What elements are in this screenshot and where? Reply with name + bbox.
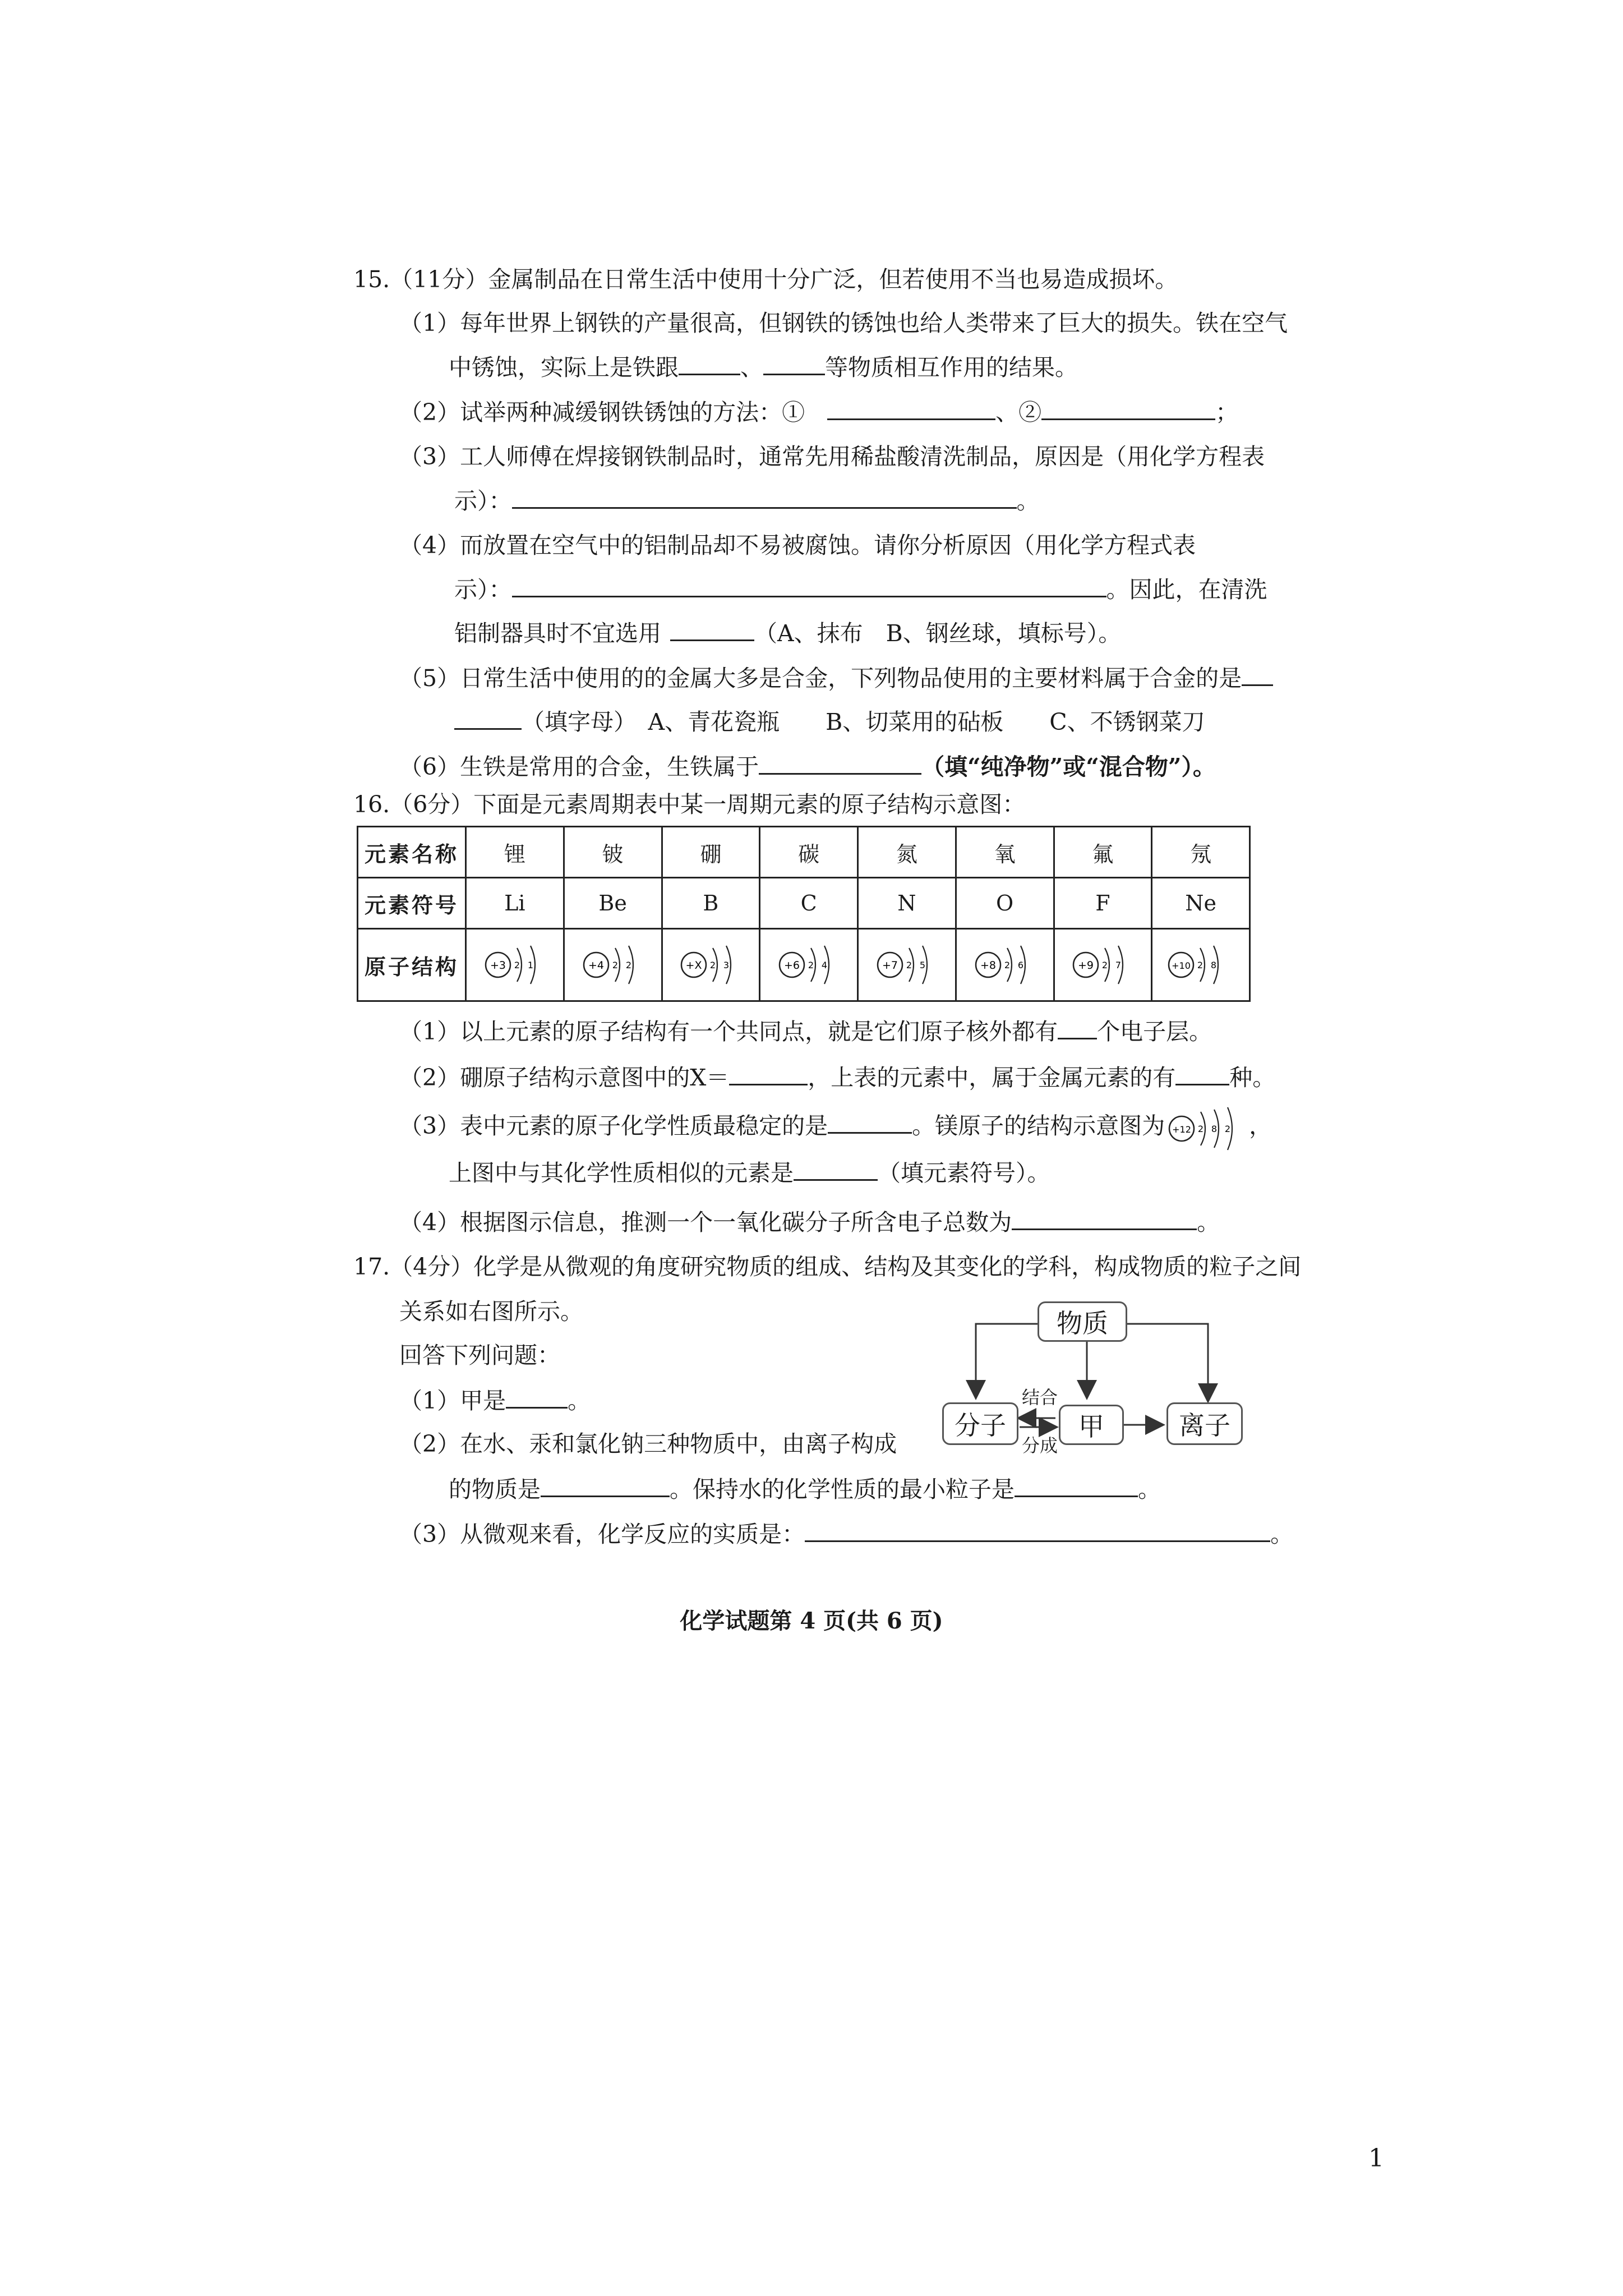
q15-part6 [399,751,1216,783]
atom-diagram-svg [873,938,940,992]
q17-part3-text: （3）从微观来看，化学反应的实质是： [399,1521,805,1548]
electron-count: 2 [514,960,520,970]
electron-count: 7 [1115,960,1122,970]
label-split: 分成 [1022,1435,1058,1456]
electron-count: 2 [710,960,716,970]
nucleus-charge: +7 [882,959,898,972]
box-jia: 甲 [1059,1405,1124,1445]
q17-part3 [399,1518,1293,1550]
element-name-row [358,827,1250,878]
answer-blank[interactable] [729,1061,808,1085]
q15-part4-text: 示）： [454,576,512,603]
electron-count: 2 [612,960,618,970]
magnesium-atom-svg [1165,1098,1249,1159]
electron-count: 2 [625,960,631,970]
answer-blank[interactable] [794,1157,878,1181]
q16-part3-text: （3）表中元素的原子化学性质最稳定的是 [399,1112,828,1139]
q16-part1-text: （1）以上元素的原子结构有一个共同点，就是它们原子核外都有 [399,1018,1058,1045]
q16-part3-line2 [449,1157,1050,1189]
q17-part2-end: 。 [1138,1476,1161,1503]
q16-part4-text: （4）根据图示信息，推测一个一氧化碳分子所含电子总数为 [399,1209,1012,1236]
nucleus-charge: +8 [980,959,996,972]
nucleus-charge: +X [685,959,702,972]
answer-blank[interactable] [1242,662,1273,686]
atom-diagram-svg [1164,938,1237,992]
element-name: 铍 [564,827,662,878]
q15-part6-hint: （填“纯净物”或“混合物”）。 [921,753,1216,780]
q15-part5-line1 [399,662,1273,694]
element-name: 锂 [466,827,564,878]
q15-part4-line1: （4）而放置在空气中的铝制品却不易被腐蚀。请你分析原因（用化学方程式表 [399,532,1196,559]
box-ion: 离子 [1166,1402,1243,1445]
q16-part3-comma: ， [1249,1112,1272,1139]
element-symbol: F [1054,878,1152,929]
atom-diagram-svg [775,938,842,992]
atom-diagram [1054,929,1152,1001]
page-footer: 化学试题第 4 页(共 6 页) [680,1608,943,1634]
q16-part1 [399,1015,1212,1047]
element-symbol-row [358,878,1250,929]
answer-blank[interactable] [512,485,1017,509]
q15-part5-text: （5）日常生活中使用的的金属大多是合金，下列物品使用的主要材料属于合金的是 [399,665,1242,692]
nucleus-charge: +4 [588,959,604,972]
page-number: 1 [1368,2144,1384,2173]
atom-diagram [662,929,760,1001]
q17-part1-end: 。 [568,1387,591,1414]
nucleus-charge: +12 [1172,1124,1191,1135]
box-molecule: 分子 [942,1402,1018,1445]
q17-part2-text: 的物质是 [449,1476,541,1503]
q17-intro-line2: 回答下列问题： [399,1342,560,1369]
q15-part3-text: 示）： [454,487,512,514]
periodic-table [357,826,1251,1002]
q15-part1-sep: 、 [740,354,763,381]
answer-blank[interactable] [506,1384,568,1409]
atom-diagram-svg [677,938,744,992]
row-header: 元素名称 [358,827,466,878]
q16-part3-line1 [399,1110,1272,1142]
electron-count: 2 [808,960,814,970]
atom-diagram-svg [579,938,647,992]
element-name: 氧 [956,827,1054,878]
electron-count: 2 [1102,960,1108,970]
answer-blank[interactable] [670,617,754,641]
element-symbol: Be [564,878,662,929]
q15-part2 [399,396,1238,428]
q17-part2-line1: （2）在水、汞和氯化钠三种物质中，由离子构成 [399,1430,897,1457]
q15-part1-line2 [449,351,1078,383]
electron-count: 4 [822,960,828,970]
q15-part4-tail: 。因此，在清洗 [1106,576,1267,603]
element-name: 氖 [1152,827,1250,878]
arrow-substance-to-ion [1127,1324,1208,1400]
electron-count: 8 [1211,960,1217,970]
q16-part2-mid: ，上表的元素中，属于金属元素的有 [808,1064,1176,1091]
answer-blank[interactable] [827,396,995,420]
answer-blank[interactable] [805,1518,1270,1542]
electron-count: 2 [1225,1123,1231,1134]
q15-part2-sep: 、② [995,399,1042,426]
q17-part2-mid: 。保持水的化学性质的最小粒子是 [670,1476,1015,1503]
q17-intro-line1: 关系如右图所示。 [399,1298,583,1325]
atom-diagram [1152,929,1250,1001]
row-header: 原子结构 [358,929,466,1001]
q15-part4-line3 [454,617,1121,649]
electron-count: 1 [527,960,533,970]
nucleus-charge: +10 [1172,960,1191,971]
electron-count: 6 [1017,960,1023,970]
q15-part2-end: ； [1215,399,1239,426]
answer-blank[interactable] [1058,1015,1097,1039]
element-symbol: B [662,878,760,929]
nucleus-charge: +6 [784,959,800,972]
element-name: 氟 [1054,827,1152,878]
q15-part5-options: （填字母） A、青花瓷瓶 B、切菜用的砧板 C、不锈钢菜刀 [522,708,1205,735]
q16-part3-mid: 。镁原子的结构示意图为 [912,1112,1165,1139]
q17-part1-text: （1）甲是 [399,1387,506,1414]
electron-count: 2 [906,960,912,970]
atom-diagram [956,929,1054,1001]
q15-part4-options: （A、抹布 B、钢丝球，填标号）。 [754,620,1122,647]
q15-part1-text: 中锈蚀，实际上是铁跟 [449,354,679,381]
electron-count: 3 [723,960,730,970]
electron-count: 5 [919,960,925,970]
electron-count: 8 [1211,1123,1218,1134]
answer-blank[interactable] [1015,1473,1138,1497]
atom-diagram-svg [1069,938,1136,992]
atom-structure-row [358,929,1250,1001]
row-header: 元素符号 [358,878,466,929]
q15-part3-line1: （3）工人师傅在焊接钢铁制品时，通常先用稀盐酸清洗制品，原因是（用化学方程表 [399,443,1265,470]
element-symbol: Ne [1152,878,1250,929]
q15-part1-tail: 等物质相互作用的结果。 [825,354,1078,381]
answer-blank[interactable] [679,351,740,375]
element-name: 硼 [662,827,760,878]
q16-part1-tail: 个电子层。 [1097,1018,1212,1045]
answer-blank[interactable] [1041,396,1215,420]
magnesium-atom-diagram [1165,1117,1249,1139]
element-symbol: C [760,878,858,929]
element-symbol: O [956,878,1054,929]
electron-count: 2 [1198,1123,1204,1134]
atom-diagram [466,929,564,1001]
q16-part3-hint: （填元素符号）。 [878,1159,1050,1186]
answer-blank[interactable] [541,1473,670,1497]
q15-part4-text2: 铝制器具时不宜选用 [454,620,661,647]
q16-part3-text2: 上图中与其化学性质相似的元素是 [449,1159,794,1186]
q17-title: 17.（4分）化学是从微观的角度研究物质的组成、结构及其变化的学科，构成物质的粒子之间 [353,1253,1302,1280]
q16-part4-end: 。 [1197,1209,1220,1236]
element-name: 氮 [858,827,956,878]
answer-blank[interactable] [828,1110,912,1134]
answer-blank[interactable] [1012,1206,1197,1230]
q15-part6-text: （6）生铁是常用的合金，生铁属于 [399,753,759,780]
answer-blank[interactable] [454,706,522,730]
box-substance: 物质 [1038,1301,1127,1342]
element-name: 碳 [760,827,858,878]
q15-part3-line2 [454,485,1040,517]
q17-part2-line2 [449,1473,1161,1505]
element-symbol: Li [466,878,564,929]
q17-part3-end: 。 [1270,1521,1294,1548]
q16-part4 [399,1206,1220,1238]
q16-part2 [399,1061,1275,1093]
nucleus-charge: +3 [490,959,506,972]
q15-part3-end: 。 [1016,487,1040,514]
atom-diagram-svg [971,938,1039,992]
answer-blank[interactable] [763,351,825,375]
answer-blank[interactable] [759,751,921,775]
q15-part5-line2 [454,706,1205,738]
q15-part1-line1: （1）每年世界上钢铁的产量很高，但钢铁的锈蚀也给人类带来了巨大的损失。铁在空气 [399,310,1288,337]
nucleus-charge: +9 [1078,959,1094,972]
atom-diagram [760,929,858,1001]
electron-count: 2 [1004,960,1010,970]
atom-diagram [564,929,662,1001]
atom-diagram [858,929,956,1001]
q16-part2-text: （2）硼原子结构示意图中的X＝ [399,1064,730,1091]
q16-part2-end: 种。 [1229,1064,1276,1091]
particle-diagram [931,1290,1267,1458]
atom-diagram-svg [481,938,548,992]
element-symbol: N [858,878,956,929]
electron-count: 2 [1197,960,1204,970]
q15-part2-text: （2）试举两种减缓钢铁锈蚀的方法：① [399,399,805,426]
q16-title: 16.（6分）下面是元素周期表中某一周期元素的原子结构示意图： [353,791,1026,818]
q15-title: 15.（11分）金属制品在日常生活中使用十分广泛，但若使用不当也易造成损坏。 [353,266,1178,293]
label-combine: 结合 [1022,1387,1058,1408]
answer-blank[interactable] [1175,1061,1229,1085]
q17-part1 [399,1384,591,1416]
q15-part4-line2 [454,573,1267,605]
answer-blank[interactable] [512,573,1106,597]
